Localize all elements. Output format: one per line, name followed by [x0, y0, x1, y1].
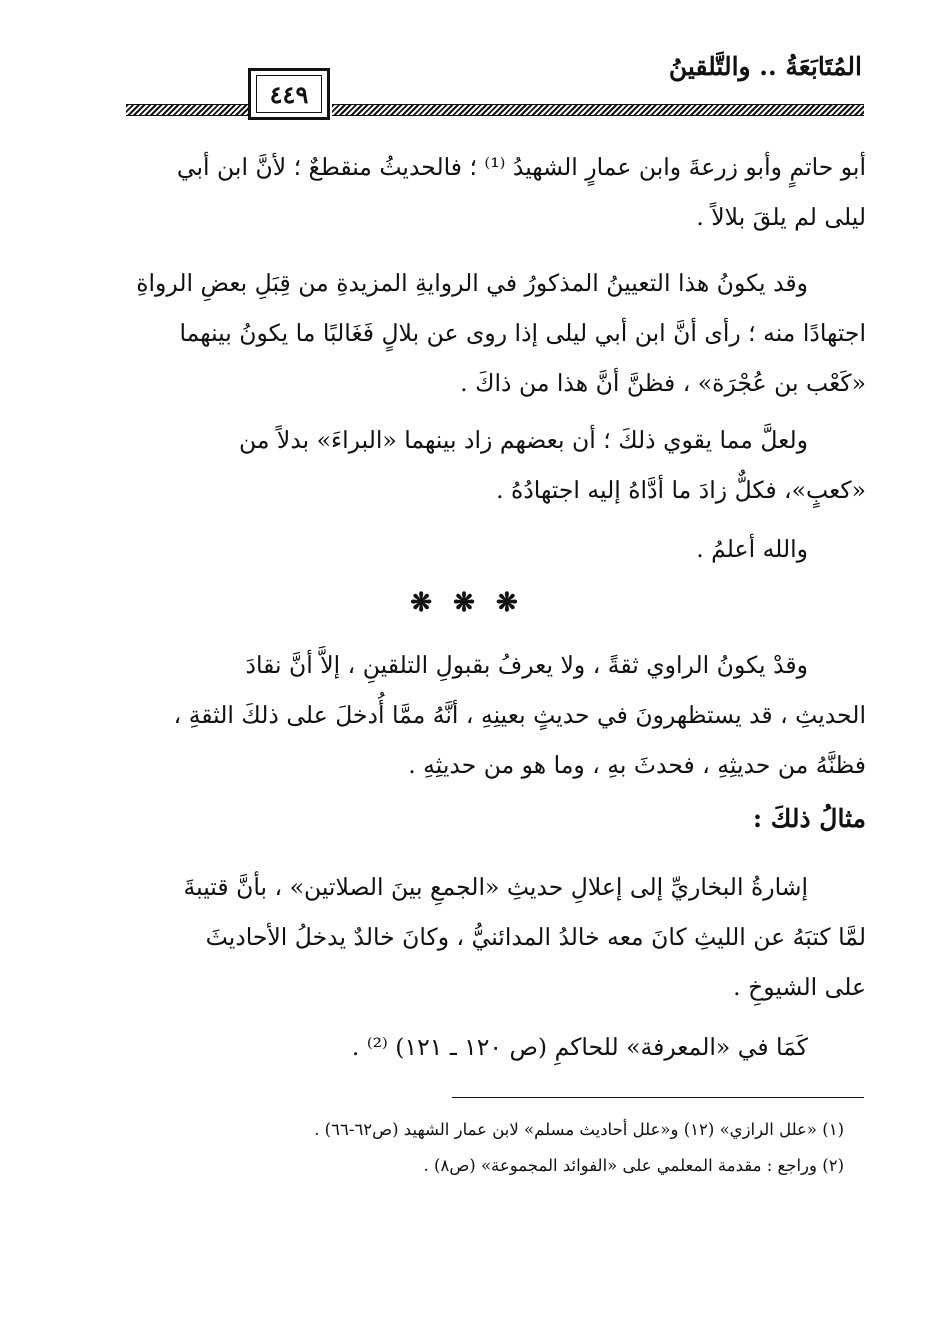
running-title: المُتَابَعَةُ .. والتَّلقينُ: [668, 52, 862, 81]
page-number-inner-frame: [256, 75, 322, 113]
page-number: ٤٤٩: [269, 79, 309, 109]
footnote-divider: [452, 1097, 864, 1098]
footnote-1: (١) «علل الرازي» (١٢) و«علل أحاديث مسلم» لابن عمار الشهيد (ص٦٢-٦٦) .: [314, 1120, 844, 1139]
section-separator: ❋ ❋ ❋: [410, 588, 524, 618]
text-line: ليلى لم يلقَ بلالاً .: [696, 203, 866, 231]
header-rule-right: [332, 104, 864, 116]
text-line: إشارةُ البخاريِّ إلى إعلالِ حديثِ «الجمعِ بينَ الصلاتين» ، بأنَّ قتيبةَ: [183, 873, 808, 901]
text-line: «كَعْب بن عُجْرَة» ، فظنَّ أنَّ هذا من ذاكَ .: [460, 369, 866, 397]
text-line: اجتهادًا منه ؛ رأى أنَّ ابن أبي ليلى إذا روى عن بلالٍ فَغَالبًا ما يكونُ بينهما: [179, 319, 866, 347]
paragraph-6: [126, 862, 866, 1012]
header-rule-left: [126, 104, 250, 116]
text-line: فظنَّهُ من حديثِهِ ، فحدثَ بهِ ، وما هو من حديثِهِ .: [408, 751, 866, 779]
text-line: على الشيوخِ .: [733, 973, 866, 1001]
text-line: ولعلَّ مما يقوي ذلكَ ؛ أن بعضهم زاد بينهما «البراءَ» بدلاً من: [238, 426, 808, 454]
paragraph-4: [126, 524, 866, 574]
paragraph-2: [126, 258, 866, 408]
text-line: أبو حاتمٍ وأبو زرعةَ وابن عمارٍ الشهيدُ ⁽¹⁾ ؛ فالحديثُ منقطعٌ ؛ لأنَّ ابن أبي: [176, 153, 866, 181]
section-heading: مثالُ ذلكَ :: [752, 804, 866, 833]
text-line: لمَّا كتبَهُ عن الليثِ كانَ معه خالدُ المدائنيُّ ، وكانَ خالدٌ يدخلُ الأحاديثَ: [205, 923, 866, 951]
paragraph-1: [126, 142, 866, 242]
text-line: وقد يكونُ هذا التعيينُ المذكورُ في الروايةِ المزيدةِ من قِبَلِ بعضِ الرواةِ: [136, 269, 808, 297]
text-line: وقدْ يكونُ الراوي ثقةً ، ولا يعرفُ بقبولِ التلقينِ ، إلاَّ أنَّ نقادَ: [245, 651, 808, 679]
paragraph-7: [126, 1022, 866, 1072]
text-line: الحديثِ ، قد يستظهرونَ في حديثٍ بعينِهِ ، أنَّهُ ممَّا أُدخلَ على ذلكَ الثقةِ ،: [173, 701, 866, 729]
page-number-frame: [248, 68, 330, 120]
text-line: والله أعلمُ .: [696, 535, 808, 563]
footnote-2: (٢) وراجع : مقدمة المعلمي على «الفوائد المجموعة» (ص٨) .: [423, 1156, 844, 1175]
paragraph-3: [126, 415, 866, 515]
paragraph-5: [126, 640, 866, 790]
text-line: «كعبٍ»، فكلٌّ زادَ ما أدَّاهُ إليه اجتهادُهُ .: [496, 476, 866, 504]
text-line: كَمَا في «المعرفة» للحاكمِ (ص ١٢٠ ـ ١٢١) ⁽²⁾ .: [351, 1033, 808, 1061]
